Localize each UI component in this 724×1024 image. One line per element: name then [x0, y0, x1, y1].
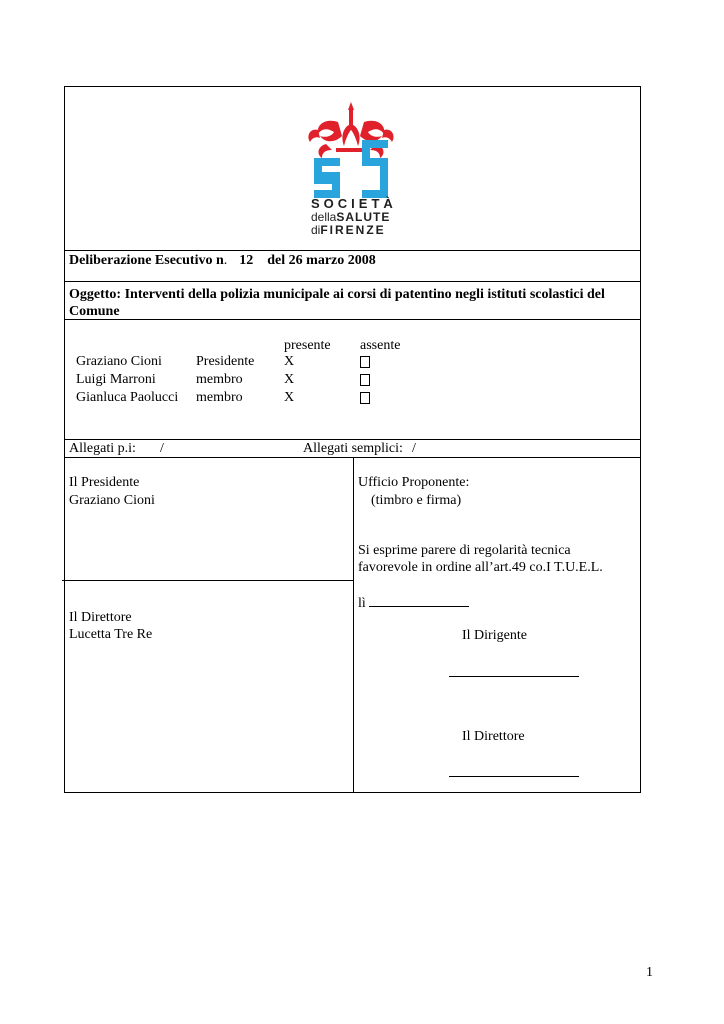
- stamp-label: (timbro e firma): [371, 493, 462, 508]
- logo-line-salute: [311, 210, 390, 224]
- opinion-line-1: Si esprime parere di regolarità tecnica: [358, 543, 571, 558]
- column-present: presente: [284, 338, 331, 353]
- li-date-blank: [369, 593, 469, 607]
- dirigente-signature-line: [449, 676, 579, 677]
- director-name: Lucetta Tre Re: [69, 627, 153, 642]
- member-name: Graziano Cioni: [76, 354, 162, 369]
- divider-left-signatures: [62, 580, 353, 581]
- member-present-mark: X: [284, 354, 295, 369]
- member-name: Gianluca Paolucci: [76, 390, 179, 405]
- member-role: membro: [196, 372, 243, 387]
- member-absent-box: [360, 374, 370, 386]
- director-title-right: Il Direttore: [462, 729, 525, 744]
- deliberation-line: [69, 252, 376, 269]
- deliberation-date: del 26 marzo 2008: [267, 253, 376, 268]
- attachments-simple-label: Allegati semplici:: [303, 441, 403, 456]
- logo-line-firenze: [311, 223, 386, 237]
- li-line: [358, 593, 469, 612]
- logo-salute: SALUTE: [336, 210, 391, 224]
- logo-line-societa: SOCIETÀ: [311, 196, 397, 211]
- sds-logo: [296, 100, 406, 240]
- subject-line-1: Oggetto: Interventi della polizia municipale ai corsi di patentino negli istituti scolastici del: [69, 287, 605, 302]
- office-label: Ufficio Proponente:: [358, 475, 470, 490]
- attachments-pi-value: /: [160, 441, 164, 456]
- member-role: membro: [196, 390, 243, 405]
- member-present-mark: X: [284, 372, 295, 387]
- subject-line-2: Comune: [69, 304, 120, 319]
- deliberation-number: 12: [239, 253, 254, 268]
- member-present-mark: X: [284, 390, 295, 405]
- column-absent: assente: [360, 338, 401, 353]
- page-number: 1: [646, 965, 653, 980]
- logo-firenze: FIRENZE: [320, 223, 386, 237]
- deliberation-dot: .: [223, 253, 228, 268]
- president-name: Graziano Cioni: [69, 493, 155, 508]
- logo-della: della: [311, 210, 337, 224]
- attachments-simple-value: /: [412, 441, 416, 456]
- divider-delib: [64, 281, 641, 282]
- director-title-left: Il Direttore: [69, 610, 132, 625]
- dirigente-title: Il Dirigente: [462, 628, 527, 643]
- member-absent-box: [360, 392, 370, 404]
- divider-subject: [64, 319, 641, 320]
- florence-lily-icon: [296, 100, 406, 200]
- li-label: lì: [358, 596, 366, 611]
- deliberation-label: Deliberazione Esecutivo n: [69, 253, 224, 268]
- divider-columns: [353, 457, 354, 793]
- attachments-pi-label: Allegati p.i:: [69, 441, 136, 456]
- opinion-line-2: favorevole in ordine all’art.49 co.I T.U.E.L.: [358, 560, 603, 575]
- director-signature-line: [449, 776, 579, 777]
- logo-di: di: [311, 223, 321, 237]
- member-absent-box: [360, 356, 370, 368]
- president-title: Il Presidente: [69, 475, 140, 490]
- divider-logo: [64, 250, 641, 251]
- member-name: Luigi Marroni: [76, 372, 156, 387]
- member-role: Presidente: [196, 354, 255, 369]
